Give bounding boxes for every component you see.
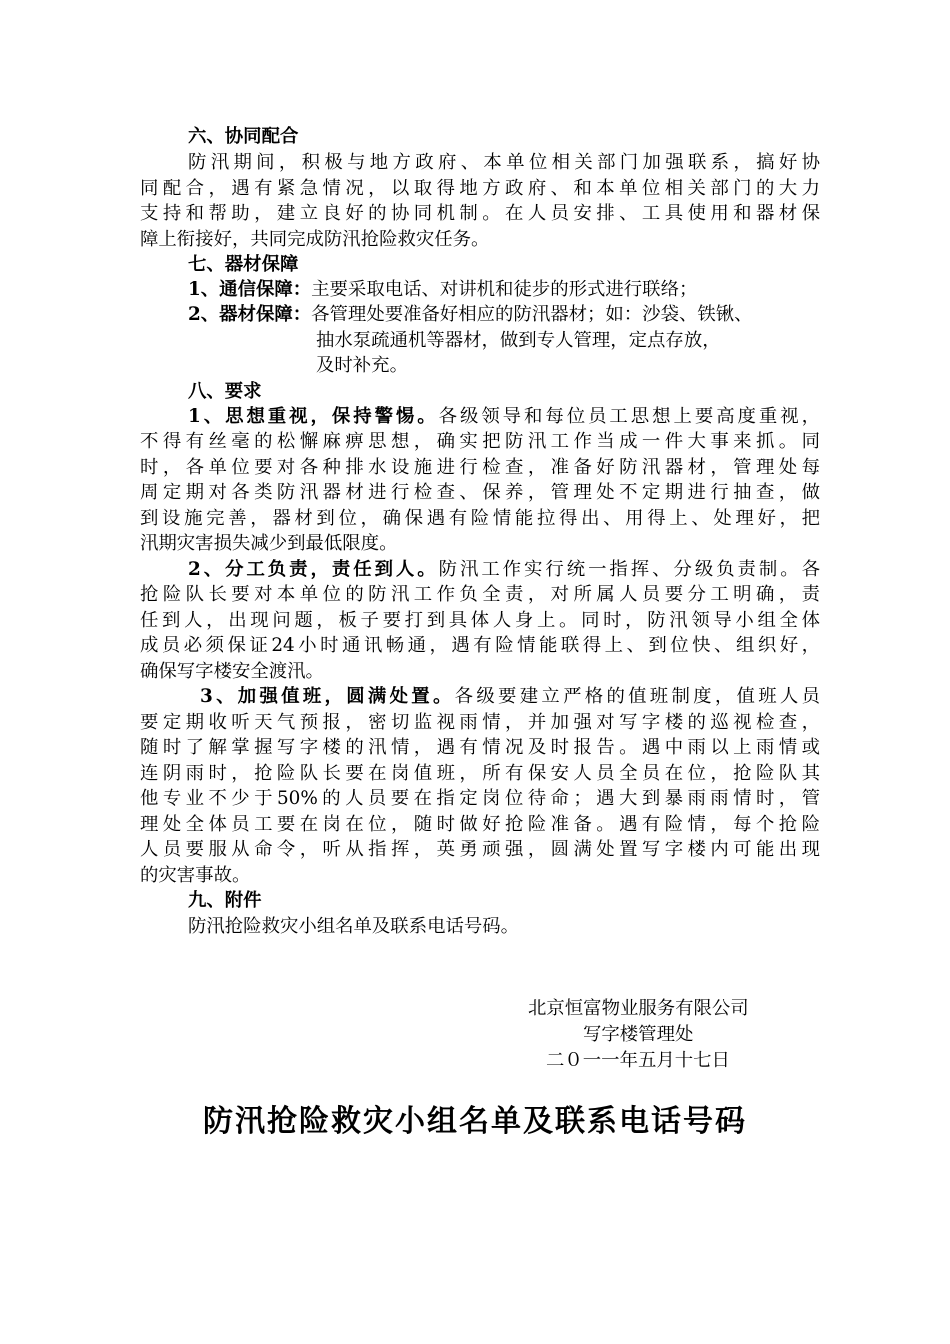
section-6-line: 防汛期间，积极与地方政府、本单位相关部门加强联系，搞好协 (188, 152, 820, 173)
requirement-text: 防汛工作实行统一指挥、分级负责制。各 (438, 559, 820, 580)
requirement-label: 3、加强值班，圆满处置。 (200, 686, 455, 707)
requirement-2-line: 任到人，出现问题，板子要打到具体人身上。同时，防汛领导小组全体 (140, 610, 820, 631)
requirement-3-line: 随时了解掌握写字楼的汛情，遇有情况及时报告。遇中雨以上雨情或 (140, 737, 820, 758)
section-6-heading: 六、协同配合 (188, 126, 299, 147)
requirement-3-line: 他专业不少于50%的人员要在指定岗位待命；遇大到暴雨雨情时，管 (140, 788, 820, 809)
item-label: 2、器材保障： (188, 304, 312, 325)
signature-office: 写字楼管理处 (583, 1024, 694, 1045)
requirement-2-first-line (188, 557, 820, 582)
requirement-1-line: 周定期对各类防汛器材进行检查、保养，管理处不定期进行抽查，做 (140, 482, 820, 503)
requirement-1-line: 汛期灾害损失减少到最低限度。 (140, 533, 398, 554)
requirement-3-first-line (200, 684, 820, 709)
attachment-title: 防汛抢险救灾小组名单及联系电话号码 (203, 1104, 747, 1139)
item-text: 各管理处要准备好相应的防汛器材；如：沙袋、铁锹、 (311, 304, 753, 325)
requirement-3-line: 人员要服从命令，听从指挥，英勇顽强，圆满处置写字楼内可能出现 (140, 839, 820, 860)
requirement-3-line: 的灾害事故。 (140, 865, 251, 886)
requirement-3-line: 要定期收听天气预报，密切监视雨情，并加强对写字楼的巡视检查， (140, 712, 820, 733)
section-9-heading: 九、附件 (188, 890, 262, 911)
section-8-heading: 八、要求 (188, 381, 262, 402)
requirement-text: 各级要建立严格的值班制度，值班人员 (454, 686, 820, 707)
requirement-1-line: 不得有丝毫的松懈麻痹思想，确实把防汛工作当成一件大事来抓。同 (140, 431, 820, 452)
section-6-line: 同配合，遇有紧急情况，以取得地方政府、和本单位相关部门的大力 (140, 178, 820, 199)
requirement-1-line: 时，各单位要对各种排水设施进行检查，准备好防汛器材，管理处每 (140, 457, 820, 478)
signature-date: 二０一一年五月十七日 (546, 1050, 730, 1071)
requirement-label: 1、思想重视，保持警惕。 (188, 406, 439, 427)
requirement-text: 各级领导和每位员工思想上要高度重视， (438, 406, 820, 427)
requirement-2-line: 确保写字楼安全渡汛。 (140, 661, 324, 682)
item-text: 主要采取电话、对讲机和徒步的形式进行联络； (311, 279, 698, 300)
requirement-1-first-line (188, 404, 820, 429)
section-7-heading: 七、器材保障 (188, 254, 299, 275)
section-7-item-2-cont: 抽水泵疏通机等器材，做到专人管理，定点存放， (316, 330, 721, 351)
section-6-line: 障上衔接好，共同完成防汛抢险救灾任务。 (140, 229, 490, 250)
requirement-3-line: 理处全体员工要在岗在位，随时做好抢险准备。遇有险情，每个抢险 (140, 814, 820, 835)
section-7-item-2-cont: 及时补充。 (316, 355, 408, 376)
requirement-2-line: 抢险队长要对本单位的防汛工作负全责，对所属人员要分工明确，责 (140, 584, 820, 605)
section-9-line: 防汛抢险救灾小组名单及联系电话号码。 (188, 916, 520, 937)
requirement-3-line: 连阴雨时，抢险队长要在岗值班，所有保安人员全员在位，抢险队其 (140, 763, 820, 784)
requirement-2-line: 成员必须保证24小时通讯畅通，遇有险情能联得上、到位快、组织好， (140, 635, 820, 656)
section-6-line: 支持和帮助，建立良好的协同机制。在人员安排、工具使用和器材保 (140, 203, 820, 224)
section-7-item-2 (188, 302, 868, 327)
requirement-1-line: 到设施完善，器材到位，确保遇有险情能拉得出、用得上、处理好，把 (140, 508, 820, 529)
signature-company: 北京恒富物业服务有限公司 (528, 998, 749, 1019)
requirement-label: 2、分工负责，责任到人。 (188, 559, 439, 580)
item-label: 1、通信保障： (188, 279, 312, 300)
section-7-item-1 (188, 277, 868, 302)
